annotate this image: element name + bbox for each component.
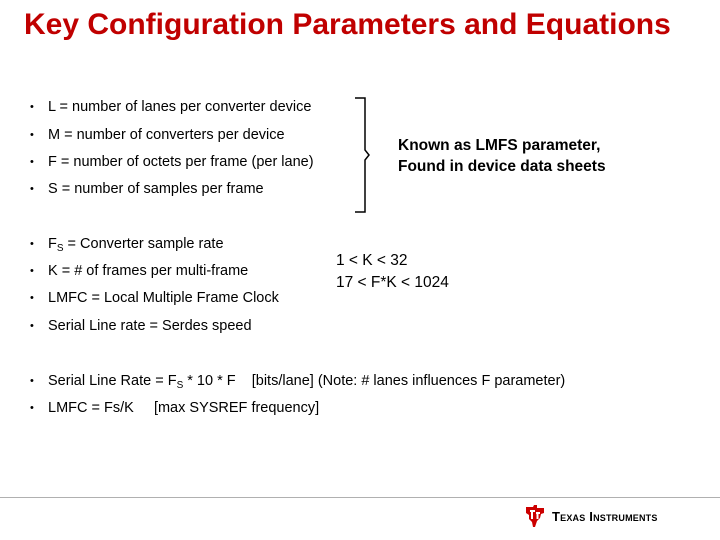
bullet-fs [30,235,224,258]
constraint-k: 1 < K < 32 [336,252,408,269]
eq1-rest: * 10 * F [bits/lane] (Note: # lanes influences F parameter) [183,373,566,389]
bullet-dot: • [30,375,34,387]
bullet-text: LMFC = Local Multiple Frame Clock [48,290,279,306]
bullet-text: S = number of samples per frame [48,181,264,197]
lmfs-note-line2: Found in device data sheets [398,158,606,175]
footer-divider [0,497,720,498]
bullet-text: L = number of lanes per converter device [48,99,312,115]
bullet-dot: • [30,156,34,168]
bullet-dot: • [30,320,34,332]
bullet-text: K = # of frames per multi-frame [48,263,249,279]
bullet-lanes [30,98,311,116]
bullet-octets [30,153,314,171]
bullet-dot: • [30,129,34,141]
bullet-dot: • [30,238,34,250]
ti-logo-icon [524,504,546,528]
texas-instruments-logo [524,504,658,528]
eq1-prefix: Serial Line Rate = F [48,373,177,389]
bullet-lmfc [30,289,279,307]
fs-prefix: F [48,236,57,252]
fs-rest: = Converter sample rate [63,236,224,252]
bullet-serdes [30,317,252,335]
bullet-dot: • [30,101,34,113]
fs-subscript: S [56,243,64,254]
bullet-dot: • [30,183,34,195]
eq2-text: LMFC = Fs/K [max SYSREF frequency] [48,400,320,416]
bullet-dot: • [30,402,34,414]
eq1-subscript: S [176,380,184,391]
bullet-text: Serial Line rate = Serdes speed [48,318,252,334]
bullet-lmfc-eq [30,399,319,417]
lmfs-note-line1: Known as LMFS parameter, [398,137,601,154]
bullet-serial-line-rate [30,372,565,395]
bullet-text: M = number of converters per device [48,127,285,143]
right-brace-icon [355,96,385,214]
bullet-dot: • [30,265,34,277]
slide-title: Key Configuration Parameters and Equations [24,8,671,41]
logo-text: Texas Instruments [552,508,658,524]
bullet-samples [30,180,264,198]
constraint-fk: 17 < F*K < 1024 [336,274,449,291]
bullet-k [30,262,248,280]
bullet-converters [30,126,285,144]
bullet-dot: • [30,292,34,304]
bullet-text: F = number of octets per frame (per lane) [48,154,314,170]
